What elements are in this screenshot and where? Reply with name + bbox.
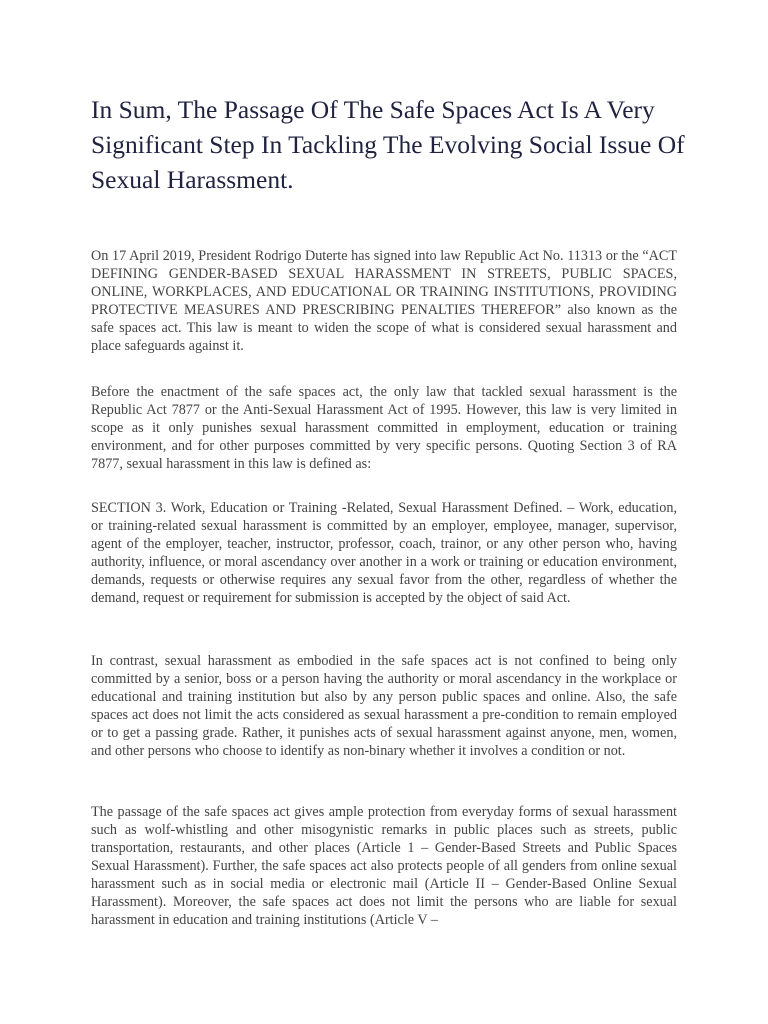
paragraph-contrast: In contrast, sexual harassment as embodied in the safe spaces act is not confined to being only committed by a senior, boss or a person having the authority or moral ascendancy in the workplace or educational and training institution but also by any person public spaces and online. Also, the safe spaces act does not limit the acts considered as sexual harassment a pre-condition to remain employed or to get a passing grade. Rather, it punishes acts of sexual harassment against anyone, men, women, and other persons who choose to identify as non-binary whether it involves a condition or not.	[91, 653, 677, 759]
page-title: In Sum, The Passage Of The Safe Spaces Act Is A Very Significant Step In Tackling The Evolving Social Issue Of Sexual Harassment.	[91, 95, 685, 194]
paragraph-protections: The passage of the safe spaces act gives ample protection from everyday forms of sexual harassment such as wolf-whistling and other misogynistic remarks in public places such as streets, public transportation, restaurants, and other places (Article 1 – Gender-Based Streets and Public Spaces Sexual Harassment). Further, the safe spaces act also protects people of all genders from online sexual harassment such as in social media or electronic mail (Article II – Gender-Based Online Sexual Harassment). Moreover, the safe spaces act does not limit the persons who are liable for sexual harassment in education and training institutions (Article V –	[91, 804, 677, 928]
paragraph-background: Before the enactment of the safe spaces act, the only law that tackled sexual harassment is the Republic Act 7877 or the Anti-Sexual Harassment Act of 1995. However, this law is very limited in scope as it only punishes sexual harassment committed in employment, education or training environment, and for other purposes committed by very specific persons. Quoting Section 3 of RA 7877, sexual harassment in this law is defined as:	[91, 384, 677, 472]
paragraph-intro: On 17 April 2019, President Rodrigo Duterte has signed into law Republic Act No. 11313 or the “ACT DEFINING GENDER-BASED SEXUAL HARASSMENT IN STREETS, PUBLIC SPACES, ONLINE, WORKPLACES, AND EDUCATIONAL OR TRAINING INSTITUTIONS, PROVIDING PROTECTIVE MEASURES AND PRESCRIBING PENALTIES THEREFOR” also known as the safe spaces act. This law is meant to widen the scope of what is considered sexual harassment and place safeguards against it.	[91, 248, 677, 354]
paragraph-section-3-quote: SECTION 3. Work, Education or Training -Related, Sexual Harassment Defined. – Work, education, or training-related sexual harassment is committed by an employer, employee, manager, supervisor, agent of the employer, teacher, instructor, professor, coach, trainor, or any other person who, having authority, influence, or moral ascendancy over another in a work or training or education environment, demands, requests or otherwise requires any sexual favor from the other, regardless of whether the demand, request or requirement for submission is accepted by the object of said Act.	[91, 500, 677, 606]
